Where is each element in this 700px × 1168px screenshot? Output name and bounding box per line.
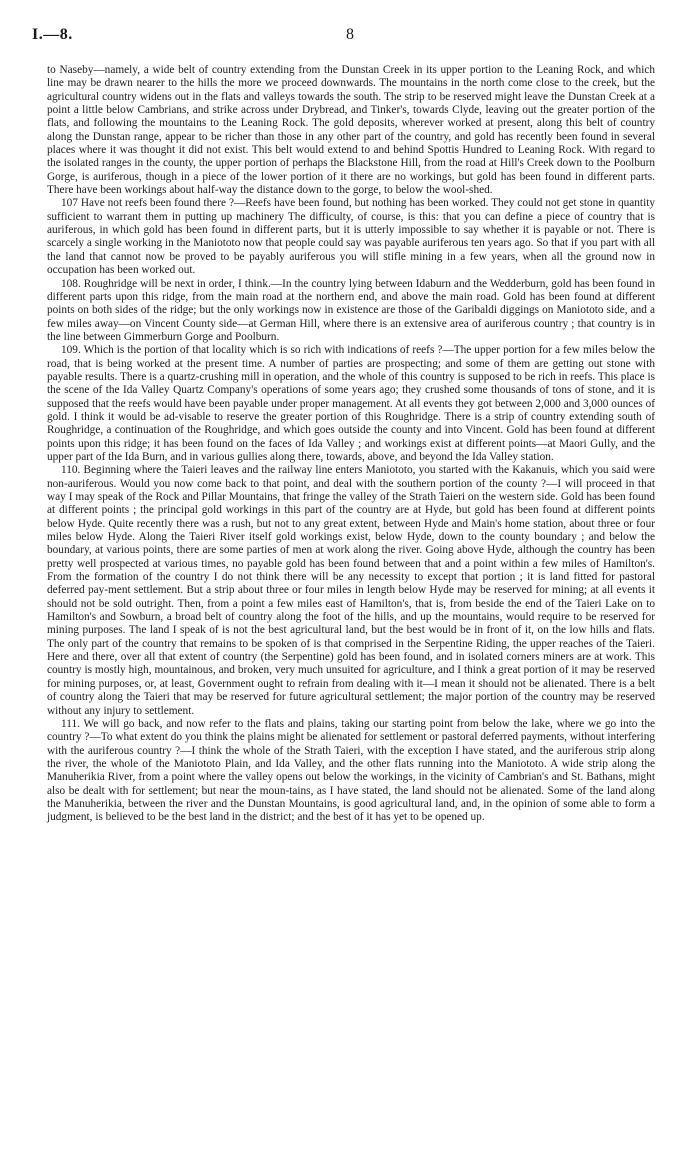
page-header	[32, 26, 668, 46]
paragraph-107: 107 Have not reefs been found there ?—Reefs have been found, but nothing has been worked. They could not get stone in quantity sufficient to warrant them in putting up machinery The difficulty, of course, is this: that you can define a piece of country that is auriferous, in which gold has been found in different parts, but it is utterly impossible to say whether it is payable or not. There is scarcely a single working in the Maniototo now that people could say was payable auriferous ten years ago. So that if you part with all the land that cannot now be proved to be payably auriferous you will stifle mining in a few years, when all the ground now in occupation has been worked out.	[47, 197, 655, 277]
page-number: 8	[346, 26, 354, 43]
paragraph-continuation: to Naseby—namely, a wide belt of country extending from the Dunstan Creek in its upper portion to the Leaning Rock, and which line may be drawn nearer to the hills the more we proceed downwards. The mountains in the north come close to the creek, but the agricultural country widens out in the flats and valleys towards the south. The strip to be reserved might leave the Dunstan Creek at a point a little below Cambrians, and strike across under Drybread, and Tinker's, towards Clyde, leaving out the greater portion of the flats, and following the mountains to the Leaning Rock. The gold deposits, wherever worked at present, along this belt of country along the Dunstan range, appear to be richer than those in any other part of the country, and gold has recently been found in several places where it was thought it did not exist. This belt would extend to and behind Spottis Hundred to Leaning Rock. With regard to the isolated ranges in the county, the upper portion of perhaps the Blackstone Hill, from the road at Hill's Creek down to the Poolburn Gorge, is auriferous, though in a piece of the lower portion of it there are no workings, but gold has been found in different parts. There have been workings about half-way the distance down to the gorge, to below the wool-shed.	[47, 64, 655, 197]
document-reference: I.—8.	[32, 26, 73, 43]
paragraph-109: 109. Which is the portion of that locality which is so rich with indications of reefs ?—The upper portion for a few miles below the road, that is being worked at the present time. A number of parties are prospecting; and some of them are getting out stone with payable results. There is a quartz-crushing mill in operation, and the whole of this country is supposed to be rich in reefs. This place is the scene of the Ida Valley Quartz Company's operations of some years ago; they crushed some thousands of tons of stone, and it is supposed that the reefs would have been payable under proper management. At all events they got between 2,000 and 3,000 ounces of gold. I think it would be ad-visable to reserve the greater portion of this Roughridge. There is a strip of country extending south of Roughridge, a continuation of the Roughridge, and which goes outside the county and into Vincent. Gold has been found at different points upon this ridge; it has been found on the faces of Ida Valley ; and workings exist at different points—at Maori Gully, and the upper part of the Ida Burn, and in various gullies along there, towards, above, and beyond the Ida Valley station.	[47, 344, 655, 463]
body-text	[47, 64, 655, 825]
paragraph-108: 108. Roughridge will be next in order, I think.—In the country lying between Idaburn and the Wedderburn, gold has been found in different parts upon this ridge, from the main road at the northern end, and above the main road. Gold has been found at different points on both sides of the ridge; but the only workings now in existence are those of the Garibaldi diggings on Maniototo side, and a few miles away—on Vincent County side—at German Hill, where there is an extensive area of auriferous country ; that country is in the line between Gimmerburn Gorge and Poolburn.	[47, 277, 655, 343]
paragraph-111: 111. We will go back, and now refer to the flats and plains, taking our starting point from below the lake, where we go into the country ?—To what extent do you think the plains might be alienated for settlement or pastoral deferred payments, without interfering with the auriferous country ?—I think the whole of the Strath Taieri, with the exception I have stated, and the auriferous strip along the river, the whole of the Maniototo Plain, and Ida Valley, and the other flats running into the Maniototo. A wide strip along the Manuherikia River, from a point where the valley opens out below the workings, in the vicinity of Cambrian's and St. Bathans, might also be dealt with for settlement; but near the moun-tains, as I have stated, the land should not be alienated. Some of the land along the Manuherikia, between the river and the Dunstan Mountains, is good agricultural land, and, in the opinion of some able to form a judgment, is believed to be the best land in the district; and the best of it has yet to be opened up.	[47, 717, 655, 824]
paragraph-110: 110. Beginning where the Taieri leaves and the railway line enters Maniototo, you started with the Kakanuis, which you said were non-auriferous. Would you now come back to that point, and deal with the southern portion of the county ?—I will proceed in that way I may speak of the Rock and Pillar Mountains, that fringe the valley of the Strath Taieri on the western side. Gold has been found at different points ; the principal gold workings in this part of the country are at Hyde, but gold has been found at different points below Hyde. Quite recently there was a rush, but not to any great extent, between Hyde and Main's home station, about three or four miles below Hyde. Along the Taieri River itself gold workings exist, below Hyde, down to the county boundary ; and below the boundary, at various points, there are some parties of men at work along the river. Going above Hyde, although the country has been pretty well prospected at various times, no payable gold has been found between that and a point within a few miles of Hamilton's. From the formation of the country I do not think there will be any necessity to except that portion ; it is land fitted for pastoral deferred pay-ment settlement. But a strip about three or four miles in length below Hyde may be reserved for mining; at all events it should not be sold outright. Then, from a point a few miles east of Hamilton's, that is, from beside the end of the Taieri Lake on to Hamilton's and Sowburn, a broad belt of country along the foot of the hills, and up the mountains, would require to be reserved for mining purposes. The land I speak of is not the best agricultural land, but the best would be in front of it, on the low hills and flats. The only part of the country that remains to be spoken of is that comprised in the Serpentine Riding, the upper reaches of the Taieri. Here and there, over all that extent of country (the Serpentine) gold has been found, and in isolated corners miners are at work. This country is mostly high, mountainous, and broken, very much unsuited for agriculture, and I think a great portion of it may be reserved for mining purposes, or, at least, Government ought to refrain from dealing with it—I mean it should not be alienated. There is a belt of country along the Taieri that may be reserved for future agricultural settlement; the major portion of the country may be reserved without any injury to settlement.	[47, 464, 655, 717]
